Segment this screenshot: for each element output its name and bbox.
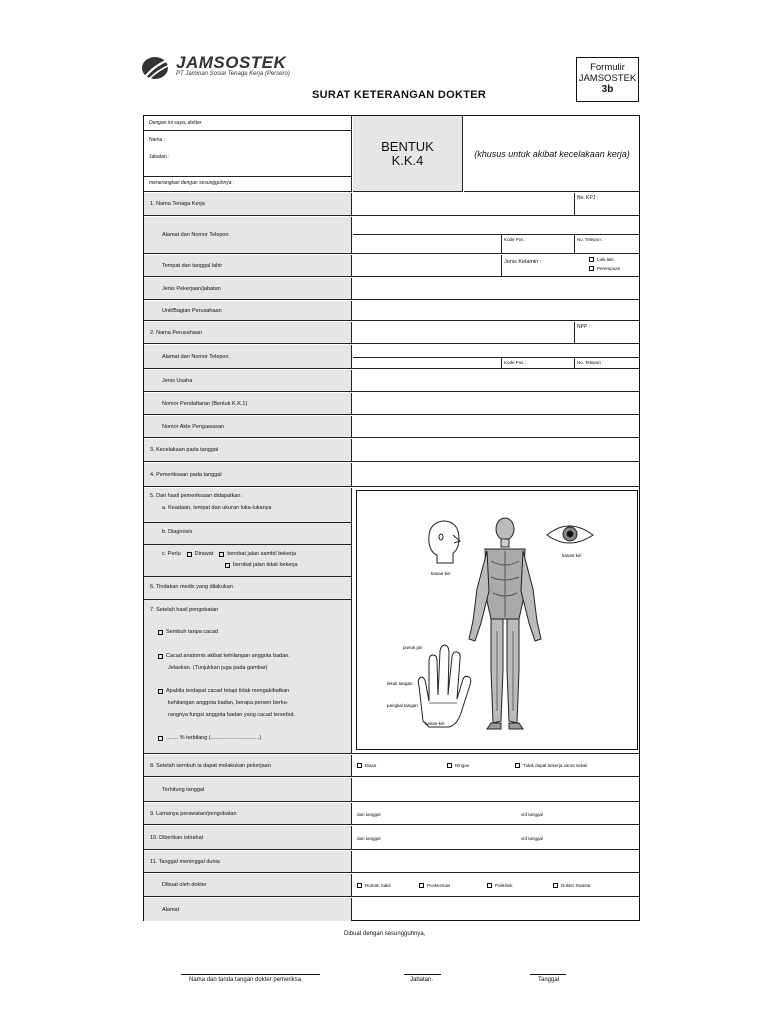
- row-label: Nomor Pendaftaran (Bentuk K.K.1): [144, 393, 352, 414]
- sd-tanggal-label: s/d tanggal: [521, 836, 544, 841]
- telepon-field[interactable]: No. Telepon :: [574, 358, 640, 368]
- checkbox-icon: [553, 883, 558, 888]
- tanggal-line[interactable]: [530, 974, 566, 975]
- intro-line: Dengan ini saya, dokter: [149, 120, 202, 126]
- eye-icon: [547, 526, 593, 543]
- npp-field[interactable]: NPP :: [574, 322, 640, 343]
- checkbox-icon: [515, 763, 520, 768]
- sec5-opt2: [225, 562, 298, 568]
- row-label: Nomor Akte Pengawasan: [144, 416, 352, 437]
- option-label: Perempuan: [597, 266, 621, 271]
- row-label: Jenis Usaha: [144, 370, 352, 391]
- row-istirahat: [144, 826, 640, 850]
- row-dibuat-oleh: [144, 874, 640, 897]
- row-label: 4. Pemeriksaan pada tanggal: [144, 463, 352, 486]
- row-terhitung: [144, 778, 640, 802]
- terhitung-field[interactable]: [353, 778, 640, 801]
- row-label: 3. Kecelakaan pada tanggal: [144, 439, 352, 461]
- bentuk-code: K.K.4: [391, 153, 424, 168]
- cacad-fungsi-2: kehilangan anggota badan, berapa persen berku-: [168, 700, 289, 706]
- page-title: SURAT KETERANGAN DOKTER: [312, 89, 487, 101]
- option-label: Puskesmas: [427, 883, 451, 888]
- dibuat-text: Dibuat dengan sesungguhnya,: [344, 931, 426, 937]
- checkbox-icon: [357, 883, 362, 888]
- figure-label: pangkal tangan: [387, 703, 418, 708]
- form-label-2: JAMSOSTEK: [578, 73, 637, 84]
- option-poliklinik[interactable]: [487, 883, 513, 888]
- tempat-lahir-field[interactable]: [353, 255, 640, 276]
- row-pekerjaan: [144, 278, 640, 300]
- row-jenis-usaha: [144, 370, 640, 392]
- option-label: Biasa: [365, 763, 377, 768]
- alamat-tk-field[interactable]: [353, 217, 640, 253]
- option-laki[interactable]: [589, 257, 614, 262]
- cacad-jelaskan: Jelaskan. (Tunjukkan juga pada gambar): [168, 665, 268, 671]
- jenis-usaha-field[interactable]: [353, 370, 640, 391]
- row-label: Jenis Pekerjaan/jabatan: [144, 278, 352, 299]
- option-label: Tidak dapat bekerja sama sekali: [523, 763, 588, 768]
- row-alamat-dokter: [144, 898, 640, 921]
- jabatan-label: Jabatan.: [410, 977, 434, 983]
- option-label: ........ % terbilang (................................): [166, 735, 262, 741]
- kode-pos-field[interactable]: Kode Pos :: [501, 358, 574, 368]
- option-perempuan[interactable]: [589, 266, 620, 271]
- jenis-kelamin-label: Jenis Kelamin :: [501, 255, 587, 276]
- tanggal-label: Tanggal: [538, 977, 560, 983]
- unit-field[interactable]: [353, 301, 640, 320]
- option-label: Cacad anatomis akibat kehilangan anggota badan.: [166, 653, 290, 659]
- row-label: 8. Setelah sembuh ia dapat melakukan pekerjaan: [144, 755, 352, 776]
- row-label: Alamat dan Nomor Telepon: [144, 345, 352, 368]
- row-label: Dibuat oleh dokter: [144, 874, 352, 896]
- checkbox-icon: [589, 257, 594, 262]
- option-tidak-bekerja[interactable]: [515, 763, 587, 768]
- cacad-anatomis-option[interactable]: [158, 653, 290, 659]
- doctor-jabatan-field[interactable]: Jabatan :: [149, 154, 170, 160]
- dibuat-oleh-options: [353, 874, 640, 896]
- form-code-box: [576, 57, 639, 102]
- setelah-sembuh-options: [353, 755, 640, 776]
- option-label: Dokter Swasta: [561, 883, 591, 888]
- doctor-name-field[interactable]: Nama :: [149, 137, 166, 143]
- bentuk-text: BENTUK: [381, 139, 434, 154]
- sec5-keadaan: a. Keadaan, tempat dan ukuran luka-lukanya: [162, 505, 272, 511]
- row-label: 10. Diberikan istirahat: [144, 826, 352, 849]
- sd-tanggal-label: s/d tanggal: [521, 812, 544, 817]
- jamsostek-logo-icon: [140, 54, 176, 82]
- telepon-field[interactable]: No. Telepon :: [574, 235, 640, 253]
- row-alamat-tk: [144, 217, 640, 254]
- no-kpj-field[interactable]: No. KPJ :: [574, 193, 640, 215]
- option-label: Poliklinik: [495, 883, 513, 888]
- doctor-intro: [144, 116, 352, 192]
- row-nama-tenaga-kerja: [144, 193, 640, 216]
- meninggal-tanggal-field[interactable]: [353, 851, 640, 872]
- logo-subtitle: PT Jaminan Sosial Tenaga Kerja (Persero): [176, 71, 290, 77]
- figure-label: kanan-kiri: [562, 553, 582, 558]
- bentuk-label: [353, 116, 463, 192]
- row-label: 9. Lamanya perawatan/pengobatan: [144, 803, 352, 824]
- row-tempat-lahir: [144, 255, 640, 277]
- body-diagram-icon: [357, 491, 637, 749]
- row-kecelakaan: [144, 439, 640, 462]
- cacad-fungsi-3: rangnya fungsi anggota badan yang cacad tersebut.: [168, 712, 295, 718]
- kode-pos-field[interactable]: Kode Pos :: [501, 235, 574, 253]
- row-label: Alamat dan Nomor Telepon: [144, 217, 352, 253]
- body-figure-box[interactable]: [356, 490, 638, 750]
- option-puskesmas[interactable]: [419, 883, 450, 888]
- row-nama-perusahaan: [144, 322, 640, 344]
- nomor-pendaftaran-field[interactable]: [353, 393, 640, 414]
- form-number: 3b: [601, 84, 614, 95]
- row-label: Alamat: [144, 898, 352, 921]
- sec5-title: 5. Dari hasil pemeriksaan didapatkan :: [150, 493, 244, 499]
- form-label: Formulir: [590, 62, 625, 73]
- checkbox-icon: [158, 630, 163, 635]
- option-rumah-sakit[interactable]: [357, 883, 391, 888]
- row-lamanya: [144, 803, 640, 825]
- dari-tanggal-label: dari tanggal: [357, 836, 381, 841]
- sec5-perlu: [162, 551, 296, 557]
- signature-line[interactable]: [181, 974, 320, 975]
- section-pemeriksaan: [144, 488, 640, 754]
- figure-label: kanan-kiri: [431, 571, 451, 576]
- row-label: Tempat dan tanggal lahir: [144, 255, 352, 276]
- checkbox-icon: [589, 266, 594, 271]
- checkbox-icon[interactable]: [219, 552, 224, 557]
- checkbox-icon: [158, 689, 163, 694]
- row-label: Terhitung tanggal: [144, 778, 352, 801]
- checkbox-icon: [158, 654, 163, 659]
- signature-label: Nama dan tanda tangan dokter pemeriksa.: [189, 977, 303, 983]
- perlu-label: c. Perlu: [162, 551, 181, 557]
- istirahat-field[interactable]: [353, 826, 640, 849]
- dari-tanggal-label: dari tanggal: [357, 812, 381, 817]
- figure-label: kanan-kiri: [425, 721, 445, 726]
- form-sheet: [143, 115, 640, 921]
- jabatan-line[interactable]: [404, 974, 441, 975]
- row-label: 1. Nama Tenaga Kerja: [144, 193, 352, 215]
- checkbox-icon: [419, 883, 424, 888]
- pemeriksaan-tanggal-field[interactable]: [353, 463, 640, 486]
- head-profile-icon: [429, 521, 460, 563]
- cacad-fungsi-option[interactable]: [158, 688, 289, 694]
- nama-perusahaan-field[interactable]: [353, 322, 640, 343]
- pekerjaan-field[interactable]: [353, 278, 640, 299]
- logo-name: JAMSOSTEK: [176, 53, 287, 72]
- checkbox-icon[interactable]: [225, 563, 230, 568]
- checkbox-icon: [357, 763, 362, 768]
- hand-icon: [418, 645, 470, 727]
- option-ringan[interactable]: [447, 763, 469, 768]
- nomor-akte-field[interactable]: [353, 416, 640, 437]
- nama-tenaga-kerja-field[interactable]: [353, 193, 640, 215]
- checkbox-icon[interactable]: [187, 552, 192, 557]
- khusus-note: (khusus untuk akibat kecelakaan kerja): [464, 116, 640, 192]
- sec5-diagnosis: b. Diagnosis: [162, 529, 193, 535]
- option-label: Rumah Sakit: [365, 883, 391, 888]
- row-label: 11. Tanggal meninggal dunia: [144, 851, 352, 872]
- option-label: Apabila terdapat cacad tetapi tidak mengakibatkan: [166, 688, 290, 694]
- sembuh-option[interactable]: [158, 629, 218, 635]
- persen-option[interactable]: [158, 735, 261, 741]
- sec7-title: 7. Setelah hasil pengobatan: [150, 607, 219, 613]
- intro-menerangkan: menerangkan dengan sesungguhnya :: [149, 180, 235, 186]
- berobat-tidak-label: berobat jalan tidak bekerja: [233, 562, 298, 568]
- figure-label: punuk jari: [403, 645, 423, 650]
- berobat-sambil-label: berobat jalan sambil bekerja: [227, 551, 297, 557]
- dirawat-label: Dirawat: [194, 551, 214, 557]
- row-nomor-pendaftaran: [144, 393, 640, 415]
- figure-label: lekuk tangan: [387, 681, 413, 686]
- sec6-title: 6. Tindakan medis yang dilakukan: [150, 584, 233, 590]
- row-pemeriksaan: [144, 463, 640, 487]
- checkbox-icon: [487, 883, 492, 888]
- checkbox-icon: [447, 763, 452, 768]
- alamat-dokter-field[interactable]: [353, 898, 640, 921]
- option-dokter-swasta[interactable]: [553, 883, 590, 888]
- row-label: 2. Nama Perusahaan: [144, 322, 352, 343]
- alamat-perusahaan-field[interactable]: [353, 345, 640, 368]
- row-nomor-akte: [144, 416, 640, 438]
- row-alamat-perusahaan: [144, 345, 640, 369]
- section-left-labels: [144, 488, 352, 753]
- row-unit: [144, 301, 640, 321]
- option-label: Ringan: [455, 763, 470, 768]
- human-body-icon: [469, 518, 541, 729]
- checkbox-icon: [158, 736, 163, 741]
- lamanya-field[interactable]: [353, 803, 640, 824]
- row-meninggal: [144, 851, 640, 873]
- option-label: Laki-laki: [597, 257, 614, 262]
- row-label: Unit/Bagian Perusahaan: [144, 301, 352, 320]
- kecelakaan-tanggal-field[interactable]: [353, 439, 640, 461]
- row-setelah-sembuh: [144, 755, 640, 777]
- option-biasa[interactable]: [357, 763, 376, 768]
- option-label: Sembuh tanpa cacad: [166, 629, 218, 635]
